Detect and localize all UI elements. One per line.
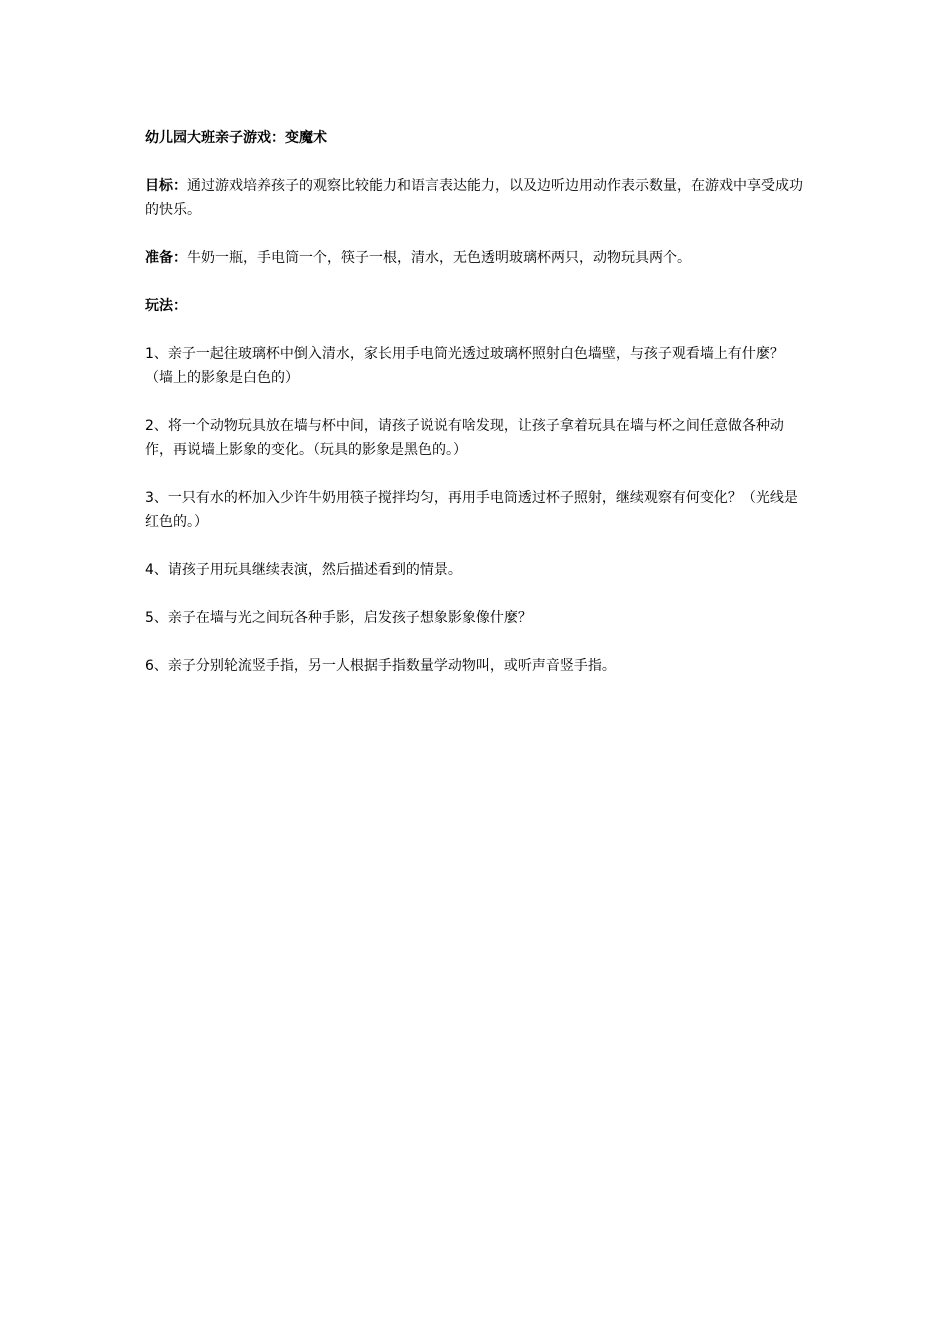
step-2: 2、将一个动物玩具放在墙与杯中间，请孩子说说有啥发现，让孩子拿着玩具在墙与杯之间任意做各种动作，再说墙上影象的变化。（玩具的影象是黑色的。） <box>145 418 784 458</box>
method-label: 玩法： <box>145 298 187 314</box>
step-5: 5、亲子在墙与光之间玩各种手影，启发孩子想象影象像什麼？ <box>145 610 532 626</box>
document-title: 幼儿园大班亲子游戏：变魔术 <box>145 130 327 146</box>
goal-text: 通过游戏培养孩子的观察比较能力和语言表达能力，以及边听边用动作表示数量，在游戏中享受成功的快乐。 <box>145 178 803 218</box>
prep-paragraph <box>145 246 810 270</box>
step-4: 4、请孩子用玩具继续表演，然后描述看到的情景。 <box>145 562 462 578</box>
goal-paragraph <box>145 174 810 222</box>
goal-label: 目标： <box>145 178 187 194</box>
prep-label: 准备： <box>145 250 187 266</box>
document-page <box>145 126 810 702</box>
step-3: 3、一只有水的杯加入少许牛奶用筷子搅拌均匀，再用手电筒透过杯子照射，继续观察有何变化？（光线是红色的。） <box>145 490 798 530</box>
step-1: 1、亲子一起往玻璃杯中倒入清水，家长用手电筒光透过玻璃杯照射白色墙壁，与孩子观看墙上有什麼？（墙上的影象是白色的） <box>145 346 784 386</box>
prep-text: 牛奶一瓶，手电筒一个，筷子一根，清水，无色透明玻璃杯两只，动物玩具两个。 <box>187 250 691 266</box>
step-6: 6、亲子分别轮流竖手指，另一人根据手指数量学动物叫，或听声音竖手指。 <box>145 658 616 674</box>
method-paragraph <box>145 294 810 318</box>
